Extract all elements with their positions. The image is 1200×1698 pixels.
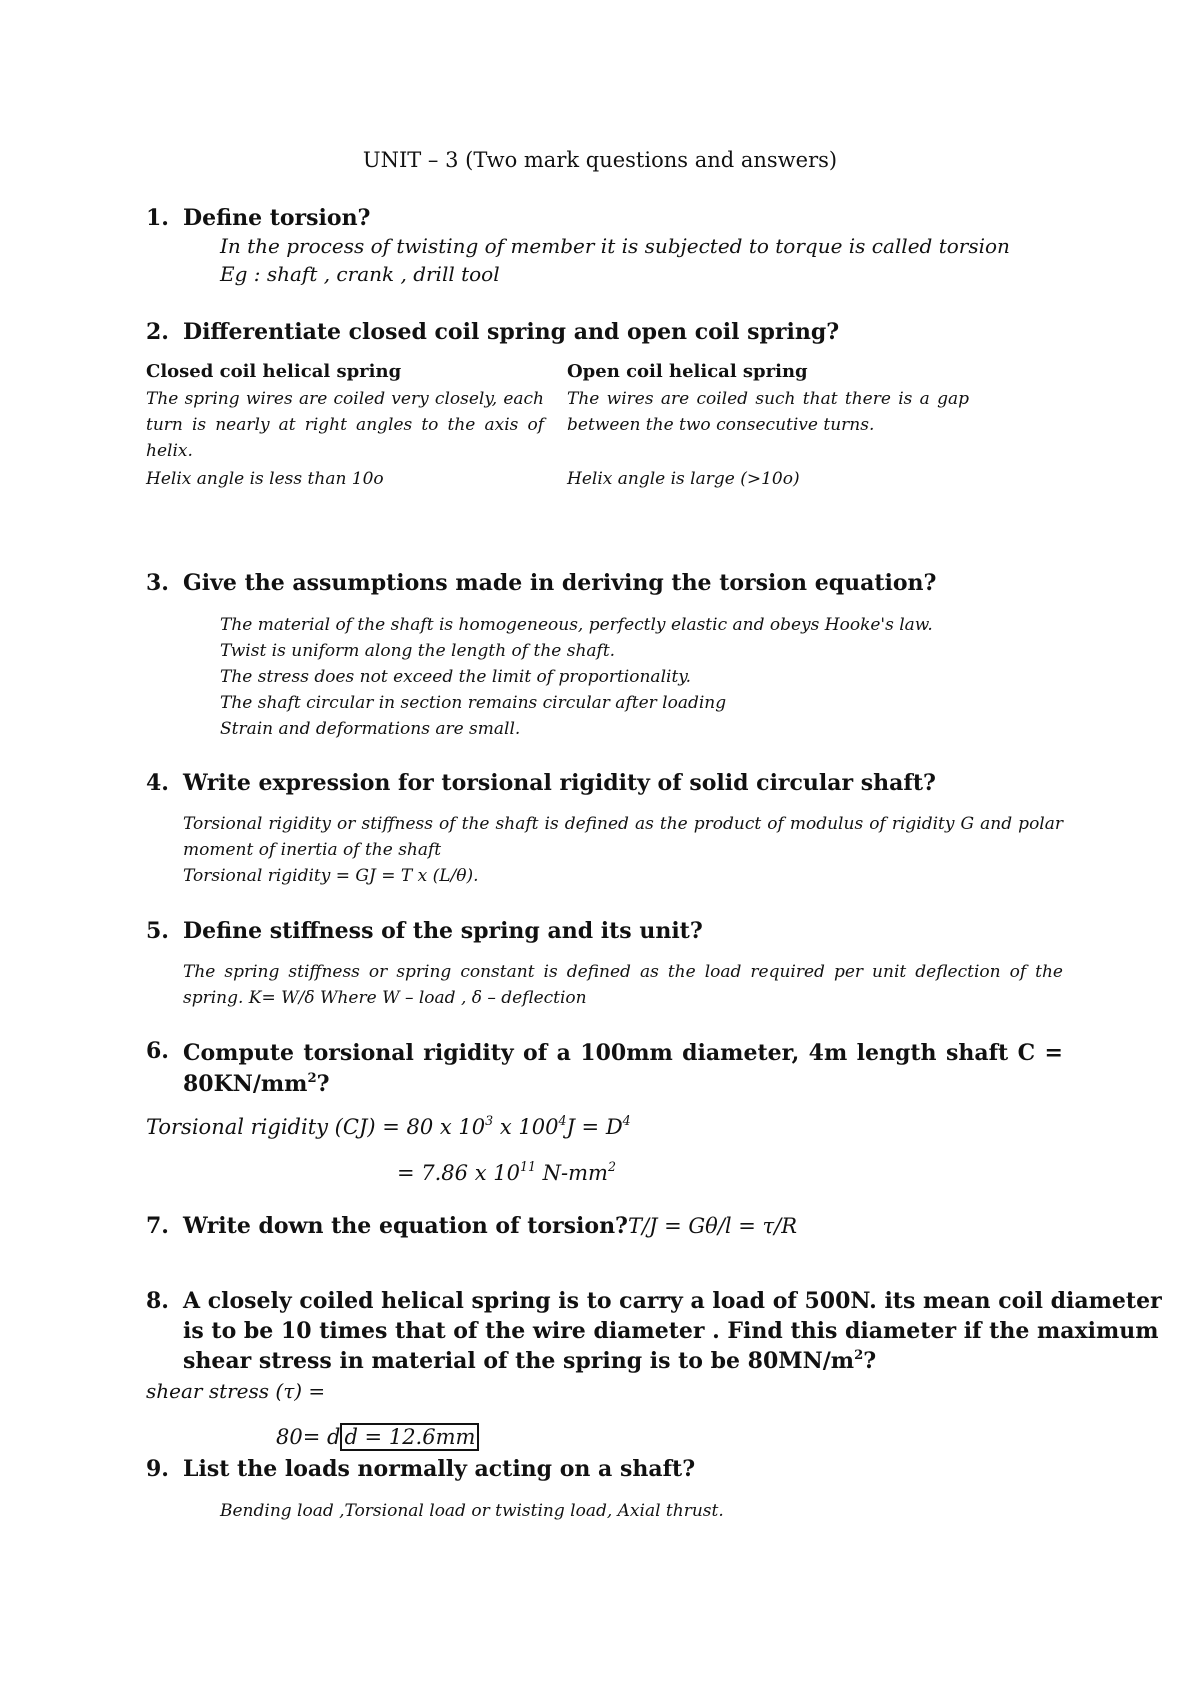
answer-8-result-box: d = 12.6mm [340,1423,479,1451]
question-8-exponent: 2 [854,1347,864,1363]
question-6-main: Compute torsional rigidity of a 100mm diameter, 4m length shaft C = 80KN/mm [183,1040,1063,1097]
question-6-exponent: 2 [307,1070,317,1086]
calc1-part-c: J = D [566,1115,623,1139]
answer-8-prefix: 80= d [276,1425,341,1449]
question-7-answer: T/J = Gθ/l = τ/R [627,1214,798,1238]
question-6-number: 6. [146,1038,169,1064]
calc2-exp-b: 2 [607,1159,616,1175]
calc2-exp-a: 11 [519,1159,536,1175]
answer-6-calc-1 [146,1114,631,1140]
question-8-end: ? [863,1348,877,1374]
answer-3-line-1: The material of the shaft is homogeneous, perfectly elastic and obeys Hooke's law. [220,615,933,635]
answer-4-formula: Torsional rigidity = GJ = T x (L/θ). [183,866,479,886]
answer-4-paragraph: Torsional rigidity or stiffness of the shaft is defined as the product of modulus of rigidity G and polar moment of inertia of the shaft [183,814,1063,860]
open-coil-helix-angle: Helix angle is large (>10o) [567,469,800,489]
answer-3-line-2: Twist is uniform along the length of the shaft. [220,641,616,661]
open-coil-header: Open coil helical spring [567,361,808,382]
answer-9-line-1: Bending load ,Torsional load or twisting load, Axial thrust. [220,1501,724,1521]
question-7-line [183,1213,797,1239]
question-1-number: 1. [146,205,169,231]
calc1-exp-c: 4 [622,1113,631,1129]
closed-coil-header: Closed coil helical spring [146,361,402,382]
question-8-line-3-wrap [183,1348,876,1374]
calc1-part-a: Torsional rigidity (CJ) = 80 x 10 [146,1115,486,1139]
question-4-number: 4. [146,770,169,796]
question-6-end: ? [316,1071,330,1097]
answer-3-line-5: Strain and deformations are small. [220,719,521,739]
answer-5-paragraph: The spring stiffness or spring constant is defined as the load required per unit deflection of the spring. K= W/δ Where W – load , δ – deflection [183,962,1063,1008]
question-8-number: 8. [146,1288,169,1314]
open-coil-description: The wires are coiled such that there is a gap between the two consecutive turns. [567,389,969,435]
calc2-part-a: = 7.86 x 10 [397,1161,520,1185]
question-3-text: Give the assumptions made in deriving the torsion equation? [183,570,937,596]
answer-1-line-1: In the process of twisting of member it is subjected to torque is called torsion [220,234,1010,258]
question-5-number: 5. [146,918,169,944]
page-title: UNIT – 3 (Two mark questions and answers) [362,148,838,172]
answer-6-calc-2 [397,1160,616,1186]
question-8-line-1: A closely coiled helical spring is to carry a load of 500N. its mean coil diameter [183,1288,1162,1314]
question-7-text: Write down the equation of torsion? [183,1213,628,1239]
question-2-text: Differentiate closed coil spring and open coil spring? [183,319,840,345]
calc1-exp-b: 4 [558,1113,567,1129]
question-2-number: 2. [146,319,169,345]
question-3-number: 3. [146,570,169,596]
answer-8-calc [276,1424,479,1450]
calc1-exp-a: 3 [485,1113,494,1129]
question-4-text: Write expression for torsional rigidity of solid circular shaft? [183,770,936,796]
question-9-number: 9. [146,1456,169,1482]
answer-8-label: shear stress (τ) = [146,1379,326,1403]
closed-coil-description: The spring wires are coiled very closely, each turn is nearly at right angles to the axis of helix. [146,389,544,461]
answer-3-line-4: The shaft circular in section remains circular after loading [220,693,727,713]
question-7-number: 7. [146,1213,169,1239]
question-1-text: Define torsion? [183,205,371,231]
closed-coil-helix-angle: Helix angle is less than 10o [146,469,384,489]
answer-1-line-2: Eg : shaft , crank , drill tool [220,262,500,286]
question-5-text: Define stiffness of the spring and its unit? [183,918,703,944]
calc2-part-b: N-mm [535,1161,608,1185]
question-9-text: List the loads normally acting on a shaft? [183,1456,696,1482]
calc1-part-b: x 100 [493,1115,559,1139]
answer-3-line-3: The stress does not exceed the limit of proportionality. [220,667,692,687]
question-8-line-3: shear stress in material of the spring is to be 80MN/m [183,1348,855,1374]
question-6-text [183,1038,1063,1100]
question-8-line-2: is to be 10 times that of the wire diameter . Find this diameter if the maximum [183,1318,1159,1344]
